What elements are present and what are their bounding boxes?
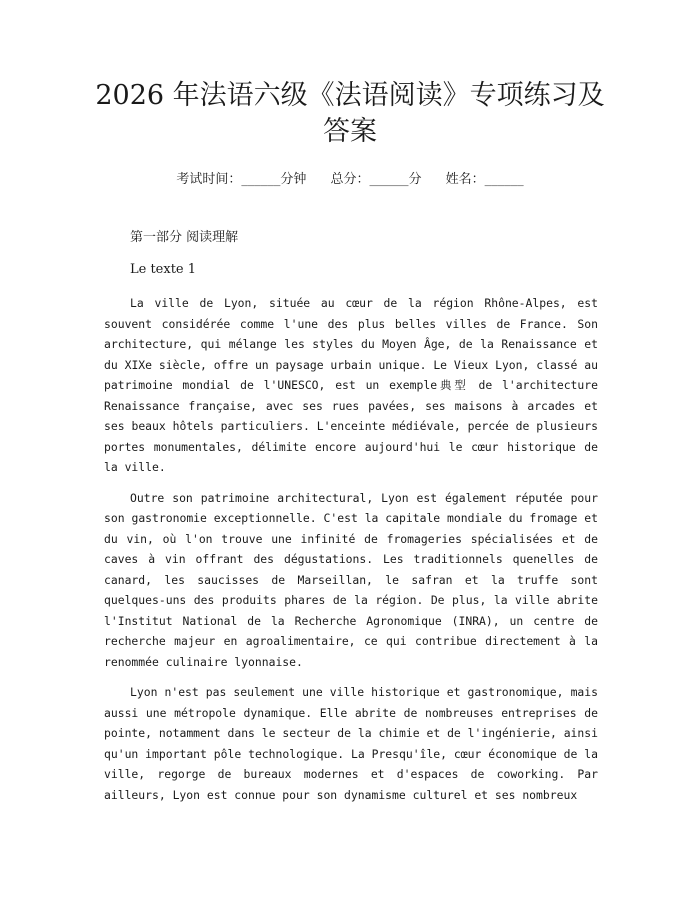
section-heading: 第一部分 阅读理解 [130,230,239,245]
document-body [104,228,598,815]
paragraph-3: Lyon n'est pas seulement une ville historique et gastronomique, mais aussi une métropole dynamique. Elle abrite de nombreuses entreprises de pointe, notamment dans le secteur de la chimie et de l'ingénierie, ainsi qu'un important pôle technologique. La Presqu'île, cœur économique de la ville, regorge de bureaux modernes et d'espaces de coworking. Par ailleurs, Lyon est connue pour son dynamisme culturel et ses nombreux [104,685,598,802]
exam-time-field: 考试时间：______分钟 [176,172,307,187]
paragraph-1: La ville de Lyon, située au cœur de la région Rhône-Alpes, est souvent considérée comme l'une des plus belles villes de France. Son architecture, qui mélange les styles du Moyen Âge, de la Renaissance et du XIXe siècle, offre un paysage urbain unique. Le Vieux Lyon, classé au patrimoine mondial de l'UNESCO, est un exemple典型 de l'architecture Renaissance française, avec ses rues pavées, ses maisons à arcades et ses beaux hôtels particuliers. L'enceinte médiévale, percée de plusieurs portes monumentales, délimite encore aujourd'hui le cœur historique de la ville. [104,296,598,474]
exam-info-line [0,168,700,187]
total-score-field: 总分：______分 [330,172,422,187]
student-name-field: 姓名：______ [445,172,524,187]
document-title: 2026 年法语六级《法语阅读》专项练习及答案 [95,80,605,147]
text-label: Le texte 1 [130,262,197,277]
paragraph-2: Outre son patrimoine architectural, Lyon est également réputée pour son gastronomie exceptionnelle. C'est la capitale mondiale du fromage et du vin, où l'on trouve une infinité de fromageries spécialisées et de caves à vin offrant des dégustations. Les traditionnels quenelles de canard, les saucisses de Marseillan, le safran et la truffe sont quelques-uns des produits phares de la région. De plus, la ville abrite l'Institut National de la Recherche Agronomique (INRA), un centre de recherche majeur en agroalimentaire, ce qui contribue directement à la renommée culinaire lyonnaise. [104,490,598,669]
